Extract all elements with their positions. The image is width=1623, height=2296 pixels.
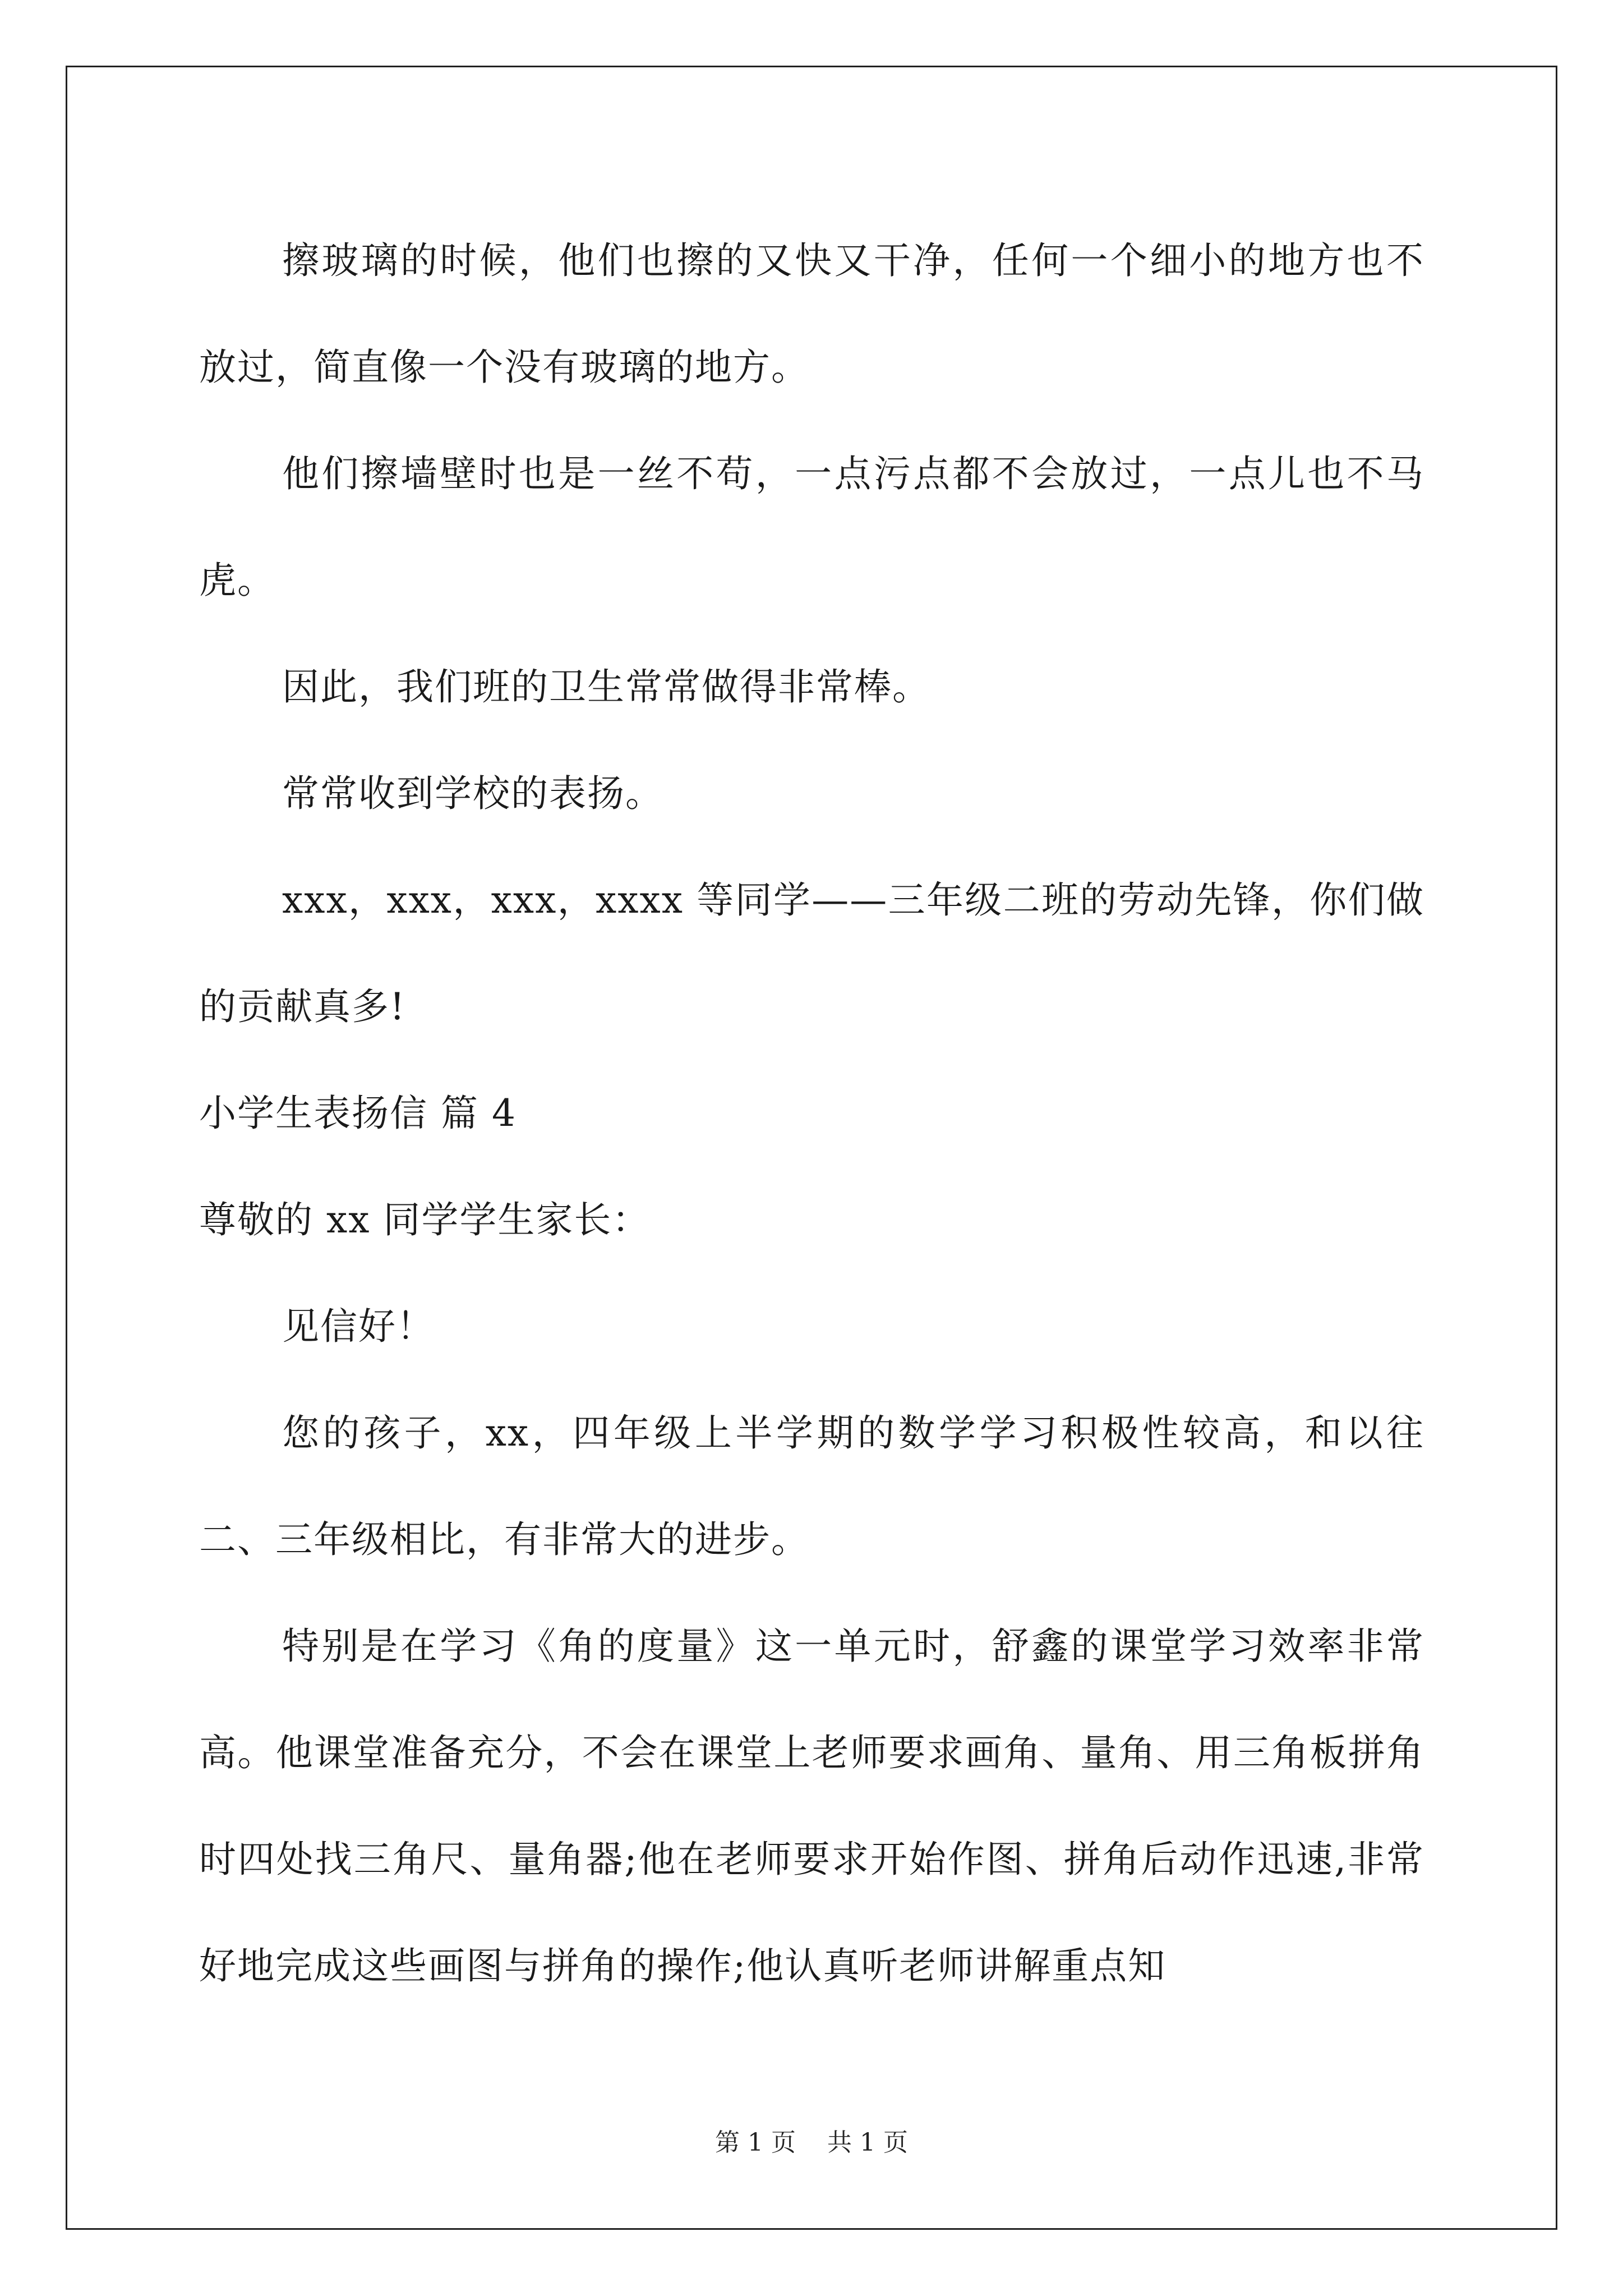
paragraph: 特别是在学习《角的度量》这一单元时，舒鑫的课堂学习效率非常高。他课堂准备充分，不会在课堂上老师要求画角、量角、用三角板拼角时四处找三角尺、量角器;他在老师要求开始作图、拼角后动作迅速,非常好地完成这些画图与拼角的操作;他认真听老师讲解重点知 (199, 1625, 1424, 1987)
paragraph: 常常收到学校的表扬。 (282, 772, 663, 815)
paragraph: 擦玻璃的时候，他们也擦的又快又干净，任何一个细小的地方也不放过，简直像一个没有玻璃的地方。 (199, 239, 1424, 389)
paragraph: 因此，我们班的卫生常常做得非常棒。 (282, 665, 930, 708)
paragraph: 您的孩子，xx，四年级上半学期的数学学习积极性较高，和以往二、三年级相比，有非常大的进步。 (199, 1411, 1424, 1561)
greeting: 见信好！ (282, 1305, 435, 1348)
page-total: 共 1 页 (827, 2128, 908, 2157)
paragraph: xxx，xxx，xxx，xxxx 等同学——三年级二班的劳动先锋，你们做的贡献真多! (199, 878, 1424, 1028)
document-body (199, 208, 1424, 2019)
page-number: 第 1 页 (715, 2128, 796, 2157)
page-footer (0, 2126, 1623, 2160)
salutation: 尊敬的 xx 同学学生家长： (199, 1198, 651, 1241)
section-heading: 小学生表扬信 篇 4 (199, 1092, 517, 1135)
paragraph: 他们擦墙壁时也是一丝不苟，一点污点都不会放过，一点儿也不马虎。 (199, 452, 1424, 602)
